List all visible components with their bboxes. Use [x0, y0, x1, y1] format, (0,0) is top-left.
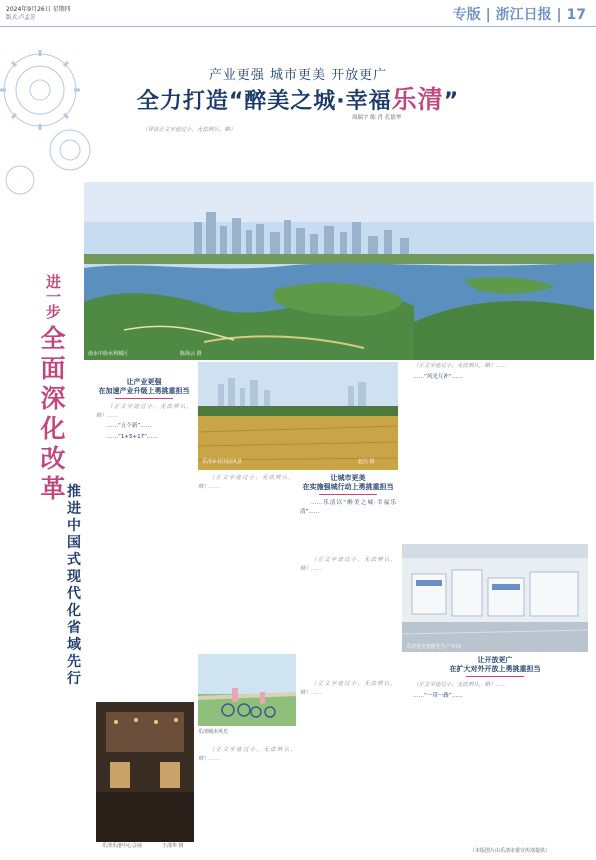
vertical-slogan-char: 行 [67, 671, 81, 687]
headline-close: ” [443, 89, 460, 114]
paragraph: ……“五个新”…… [107, 423, 152, 429]
vertical-slogan-char: 改 [40, 444, 66, 473]
fields-caption-left: 乐清乡村田园风景 [202, 459, 243, 465]
bike-caption: 乐清城市风光 [198, 729, 229, 735]
vertical-slogan-char: 国 [67, 535, 81, 551]
vertical-slogan-char: 先 [67, 654, 81, 670]
hero-caption-right: 陈海云 摄 [180, 351, 202, 357]
vertical-slogan-char: 化 [67, 603, 81, 619]
byline: 周瑞宇 陈 肖 孔德华 [352, 115, 402, 121]
page-header [0, 0, 596, 26]
hero-caption-left: 南水中街水利城区 [88, 351, 129, 357]
exhibition-hall-photo [96, 702, 194, 842]
editor-credit: 版式:卢孟芳 [6, 15, 36, 21]
countryside-fields-photo [198, 362, 398, 470]
headline [0, 80, 596, 116]
fields-caption-right: 赵昌 摄 [358, 459, 375, 465]
article-column-industry [96, 378, 192, 698]
section-heading-city: 让城市更美 在实施强城行动上勇挑重担当 [302, 474, 394, 491]
photo-credit-note: （本版图片由乐清市委宣传部提供） [470, 848, 551, 854]
paragraph: （正文字迹过小，无法辨认，略）…… [300, 557, 396, 572]
article-column-2d [300, 680, 396, 846]
cycling-riverside-photo [198, 654, 296, 726]
vertical-slogan-char: 推 [67, 484, 81, 500]
article-column-2a [198, 474, 294, 650]
vertical-slogan-char: 式 [67, 552, 81, 568]
article-column-2c [300, 556, 396, 676]
paragraph: （正文字迹过小，无法辨认，略）…… [96, 404, 192, 419]
vertical-slogan-char: 深 [40, 384, 66, 413]
vertical-slogan-char: 化 [40, 414, 66, 443]
headline-kicker: 产业更强 城市更美 开放更广 [208, 68, 388, 83]
vertical-slogan-prefix: 进一步 [44, 273, 62, 319]
paragraph: ……“风光互补”…… [413, 373, 463, 380]
vertical-slogan-char: 代 [67, 586, 81, 602]
article-column-open [402, 656, 588, 846]
lead-paragraph [142, 126, 588, 135]
headline-main: 全力打造“醉美之城·幸福 [136, 89, 392, 114]
paragraph: ……乐清以“醉美之城·幸福乐清”…… [300, 500, 396, 515]
factory-caption: 乐清光电智能化生产车间 [406, 644, 462, 650]
factory-workshop-photo [402, 544, 588, 652]
article-column-city [300, 474, 396, 554]
paragraph: （正文字迹过小，无法辨认，略）…… [198, 475, 294, 490]
paragraph: （正文字迹过小，无法辨认，略）…… [413, 682, 507, 688]
vertical-slogan-char: 现 [67, 569, 81, 585]
section-heading-industry: 让产业更强 在加速产业升级上勇挑重担当 [98, 378, 190, 395]
headline-cursive: 乐清 [391, 85, 444, 114]
article-column-3 [402, 362, 588, 542]
hero-city-photo [84, 182, 594, 360]
section-heading-underline [115, 398, 173, 399]
issue-date: 2024年9月26日 星期四 [6, 6, 71, 13]
vertical-slogan-2 [64, 484, 84, 688]
masthead: 专版 | 浙江日报 | 17 [452, 7, 586, 23]
vertical-slogan-char: 域 [67, 637, 81, 653]
interior-caption-right: 王邵华 摄 [162, 843, 184, 849]
article-column-2e [198, 746, 296, 846]
section-heading-underline [466, 676, 524, 677]
vertical-slogan-char: 省 [67, 620, 81, 636]
paragraph: ……“一带一路”…… [413, 692, 463, 699]
section-heading-open: 让开放更广 在扩大对外开放上勇挑重担当 [449, 656, 541, 673]
vertical-slogan-char: 全 [40, 324, 66, 353]
vertical-slogan-char: 革 [40, 474, 66, 503]
lead-text-omitted: （导语正文字迹过小，无法辨认，略） [142, 127, 236, 133]
gear-decoration-icon [0, 30, 95, 230]
paragraph: （正文字迹过小，无法辨认，略）…… [413, 363, 507, 369]
header-divider [0, 26, 596, 27]
paragraph: （正文字迹过小，无法辨认，略）…… [300, 681, 396, 696]
vertical-slogan-char: 面 [40, 354, 66, 383]
paragraph: ……“1+5+17”…… [107, 433, 158, 440]
vertical-slogan-char: 中 [67, 518, 81, 534]
vertical-slogan-char: 进 [67, 501, 81, 517]
interior-caption-left: 乐清乐港中心会展 [102, 843, 143, 849]
paragraph: （正文字迹过小，无法辨认，略）…… [198, 747, 296, 762]
section-heading-underline [319, 494, 377, 495]
